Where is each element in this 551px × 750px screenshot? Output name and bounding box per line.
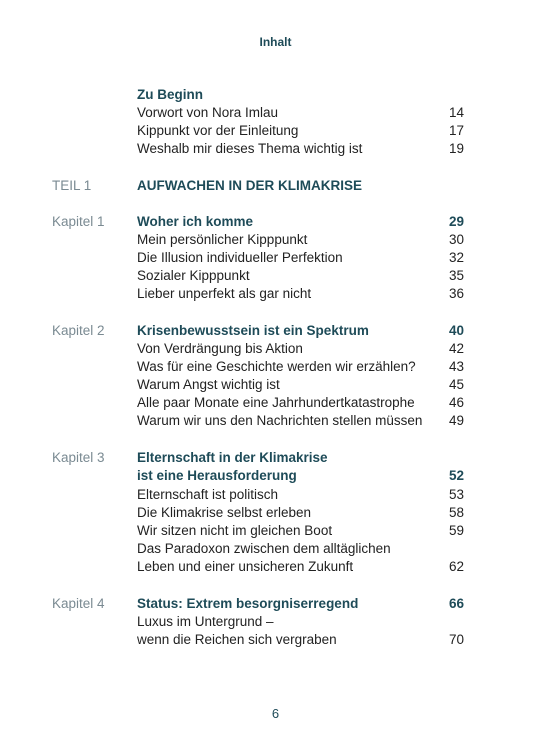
toc-chapter-title-line1: Elternschaft in der Klimakrise xyxy=(137,450,328,465)
toc-entry-cont[interactable] xyxy=(0,632,551,650)
toc-entry-title: Vorwort von Nora Imlau xyxy=(137,105,279,120)
toc-heading-title: Zu Beginn xyxy=(137,87,203,102)
toc-entry[interactable] xyxy=(0,395,551,413)
toc-entry-page: 46 xyxy=(448,395,464,410)
toc-entry[interactable] xyxy=(0,141,551,159)
toc-entry-cont[interactable] xyxy=(0,559,551,577)
toc-chapter-heading[interactable] xyxy=(0,214,551,232)
toc-entry-page: 36 xyxy=(448,286,464,301)
toc-chapter-page: 52 xyxy=(448,468,464,483)
toc-entry-page: 62 xyxy=(448,559,464,574)
toc-entry[interactable] xyxy=(0,286,551,304)
toc-entry[interactable] xyxy=(0,250,551,268)
toc-entry-title: Warum wir uns den Nachrichten stellen müssen xyxy=(137,413,423,428)
toc-entry-page: 45 xyxy=(448,377,464,392)
toc-entry-page: 17 xyxy=(448,123,464,138)
toc-chapter-label: Kapitel 4 xyxy=(52,596,105,611)
toc-chapter-label: Kapitel 1 xyxy=(52,214,105,229)
toc-part-heading[interactable] xyxy=(0,178,551,196)
toc-part-label: TEIL 1 xyxy=(52,178,92,193)
toc-entry-title-line2: wenn die Reichen sich vergraben xyxy=(137,632,337,647)
toc-chapter-heading[interactable] xyxy=(0,450,551,468)
toc-entry-title: Die Klimakrise selbst erleben xyxy=(137,505,312,520)
toc-chapter-title: Status: Extrem besorgniserregend xyxy=(137,596,359,611)
toc-entry-title: Weshalb mir dieses Thema wichtig ist xyxy=(137,141,363,156)
toc-entry[interactable] xyxy=(0,614,551,632)
toc-entry-title: Die Illusion individueller Perfektion xyxy=(137,250,343,265)
toc-entry-page: 32 xyxy=(448,250,464,265)
toc-entry-title: Sozialer Kipppunkt xyxy=(137,268,250,283)
toc-entry-page: 58 xyxy=(448,505,464,520)
toc-chapter-title-line2: ist eine Herausforderung xyxy=(137,468,297,483)
toc-entry-title: Was für eine Geschichte werden wir erzählen? xyxy=(137,359,416,374)
toc-entry-page: 30 xyxy=(448,232,464,247)
toc-entry[interactable] xyxy=(0,541,551,559)
toc-entry-page: 49 xyxy=(448,413,464,428)
toc-entry-page: 53 xyxy=(448,487,464,502)
toc-chapter-page: 40 xyxy=(448,323,464,338)
toc-entry[interactable] xyxy=(0,377,551,395)
toc-part-title: AUFWACHEN IN DER KLIMAKRISE xyxy=(137,178,362,193)
toc-chapter-title: Krisenbewusstsein ist ein Spektrum xyxy=(137,323,369,338)
toc-entry-title: Wir sitzen nicht im gleichen Boot xyxy=(137,523,333,538)
toc-entry-title-line2: Leben und einer unsicheren Zukunft xyxy=(137,559,354,574)
page-number: 6 xyxy=(271,706,280,721)
toc-entry-title: Lieber unperfekt als gar nicht xyxy=(137,286,312,301)
toc-chapter-title: Woher ich komme xyxy=(137,214,254,229)
toc-entry-page: 43 xyxy=(448,359,464,374)
toc-entry-title: Warum Angst wichtig ist xyxy=(137,377,280,392)
toc-entry[interactable] xyxy=(0,105,551,123)
toc-entry[interactable] xyxy=(0,123,551,141)
toc-entry-title: Elternschaft ist politisch xyxy=(137,487,279,502)
toc-chapter-heading[interactable] xyxy=(0,596,551,614)
toc-entry-page: 35 xyxy=(448,268,464,283)
toc-entry[interactable] xyxy=(0,268,551,286)
toc-entry[interactable] xyxy=(0,359,551,377)
toc-entry-page: 70 xyxy=(448,632,464,647)
toc-entry[interactable] xyxy=(0,523,551,541)
toc-entry-title: Alle paar Monate eine Jahrhundertkatastrophe xyxy=(137,395,415,410)
toc-entry-page: 59 xyxy=(448,523,464,538)
toc-entry-page: 14 xyxy=(448,105,464,120)
toc-entry[interactable] xyxy=(0,487,551,505)
toc-entry-page: 42 xyxy=(448,341,464,356)
toc-chapter-heading[interactable] xyxy=(0,323,551,341)
toc-section-heading[interactable] xyxy=(0,87,551,105)
toc-entry[interactable] xyxy=(0,232,551,250)
toc-entry-title-line1: Das Paradoxon zwischen dem alltäglichen xyxy=(137,541,391,556)
toc-entry[interactable] xyxy=(0,413,551,431)
toc-entry-title: Mein persönlicher Kipppunkt xyxy=(137,232,308,247)
toc-entry-title: Von Verdrängung bis Aktion xyxy=(137,341,303,356)
toc-chapter-page: 29 xyxy=(448,214,464,229)
toc-chapter-label: Kapitel 3 xyxy=(52,450,105,465)
toc-entry-page: 19 xyxy=(448,141,464,156)
toc-entry-title: Kippunkt vor der Einleitung xyxy=(137,123,299,138)
toc-chapter-heading-cont[interactable] xyxy=(0,468,551,486)
toc-entry-title-line1: Luxus im Untergrund – xyxy=(137,614,274,629)
toc-chapter-label: Kapitel 2 xyxy=(52,323,105,338)
page-header: Inhalt xyxy=(259,35,292,49)
toc-entry[interactable] xyxy=(0,341,551,359)
toc-chapter-page: 66 xyxy=(448,596,464,611)
toc-entry[interactable] xyxy=(0,505,551,523)
